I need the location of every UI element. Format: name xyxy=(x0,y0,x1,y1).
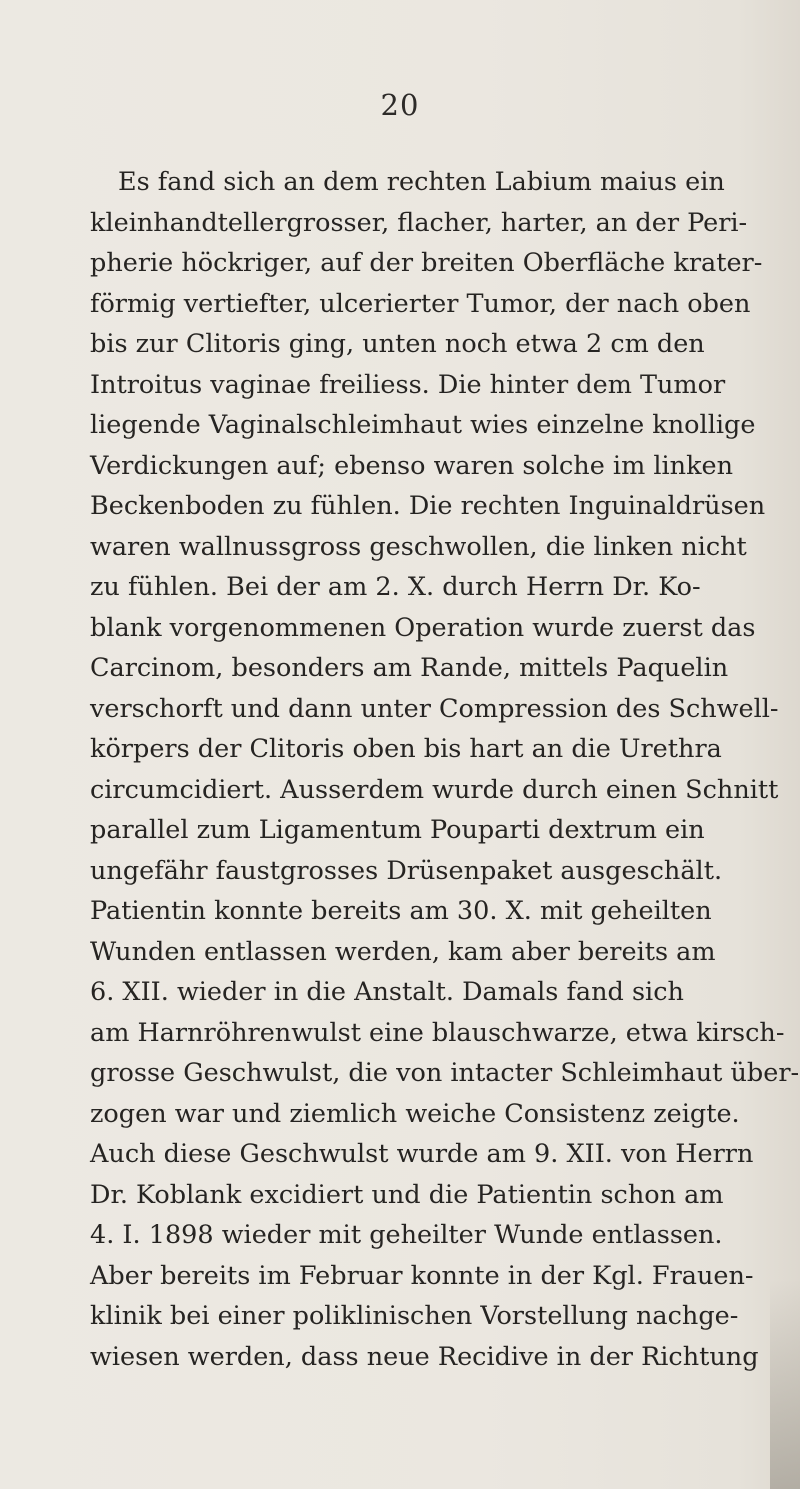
text-line: körpers der Clitoris oben bis hart an die Urethra xyxy=(90,734,722,764)
text-line: verschorft und dann unter Compression des Schwell- xyxy=(90,693,779,724)
text-line: am Harnröhrenwulst eine blauschwarze, etwa kirsch- xyxy=(90,1017,785,1048)
text-line: Dr. Koblank excidiert und die Patientin schon am xyxy=(90,1179,724,1210)
text-line: zogen war und ziemlich weiche Consistenz zeigte. xyxy=(90,1098,740,1129)
text-line: kleinhandtellergrosser, flacher, harter, an der Peri- xyxy=(90,207,748,238)
text-line: klinik bei einer poliklinischen Vorstellung nachge- xyxy=(90,1301,739,1331)
text-line: förmig vertiefter, ulcerierter Tumor, der nach oben xyxy=(90,288,751,319)
text-line: Introitus vaginae freiliess. Die hinter dem Tumor xyxy=(90,369,726,400)
text-line: Es fand sich an dem rechten Labium maius ein xyxy=(118,167,725,197)
text-line: zu fühlen. Bei der am 2. X. durch Herrn Dr. Ko- xyxy=(90,572,701,602)
text-line: parallel zum Ligamentum Pouparti dextrum ein xyxy=(90,815,705,845)
page-number: 20 xyxy=(380,88,420,122)
text-line: Wunden entlassen werden, kam aber bereits am xyxy=(90,936,716,967)
text-line: blank vorgenommenen Operation wurde zuerst das xyxy=(90,612,756,643)
text-line: wiesen werden, dass neue Recidive in der Richtung xyxy=(90,1341,759,1372)
text-line: grosse Geschwulst, die von intacter Schleimhaut über- xyxy=(90,1058,800,1088)
text-line: Beckenboden zu fühlen. Die rechten Inguinaldrüsen xyxy=(90,491,766,521)
text-line: Patientin konnte bereits am 30. X. mit geheilten xyxy=(90,896,712,926)
text-line: ungefähr faustgrosses Drüsenpaket ausgeschält. xyxy=(90,855,723,886)
text-line: Auch diese Geschwulst wurde am 9. XII. von Herrn xyxy=(90,1139,754,1169)
text-line: bis zur Clitoris ging, unten noch etwa 2 cm den xyxy=(90,329,705,359)
text-line: Aber bereits im Februar konnte in der Kgl. Frauen- xyxy=(90,1260,754,1291)
page-edge-shadow xyxy=(770,1280,800,1489)
text-line: 4. I. 1898 wieder mit geheilter Wunde entlassen. xyxy=(90,1220,723,1250)
body-text xyxy=(90,162,800,1377)
text-line: Verdickungen auf; ebenso waren solche im linken xyxy=(90,450,734,481)
text-line: pherie höckriger, auf der breiten Oberfläche krater- xyxy=(90,248,763,278)
text-line: Carcinom, besonders am Rande, mittels Paquelin xyxy=(90,653,729,683)
text-line: liegende Vaginalschleimhaut wies einzelne knollige xyxy=(90,410,756,440)
text-line: circumcidiert. Ausserdem wurde durch einen Schnitt xyxy=(90,774,779,805)
text-line: waren wallnussgross geschwollen, die linken nicht xyxy=(90,531,747,562)
text-line: 6. XII. wieder in die Anstalt. Damals fand sich xyxy=(90,977,684,1007)
